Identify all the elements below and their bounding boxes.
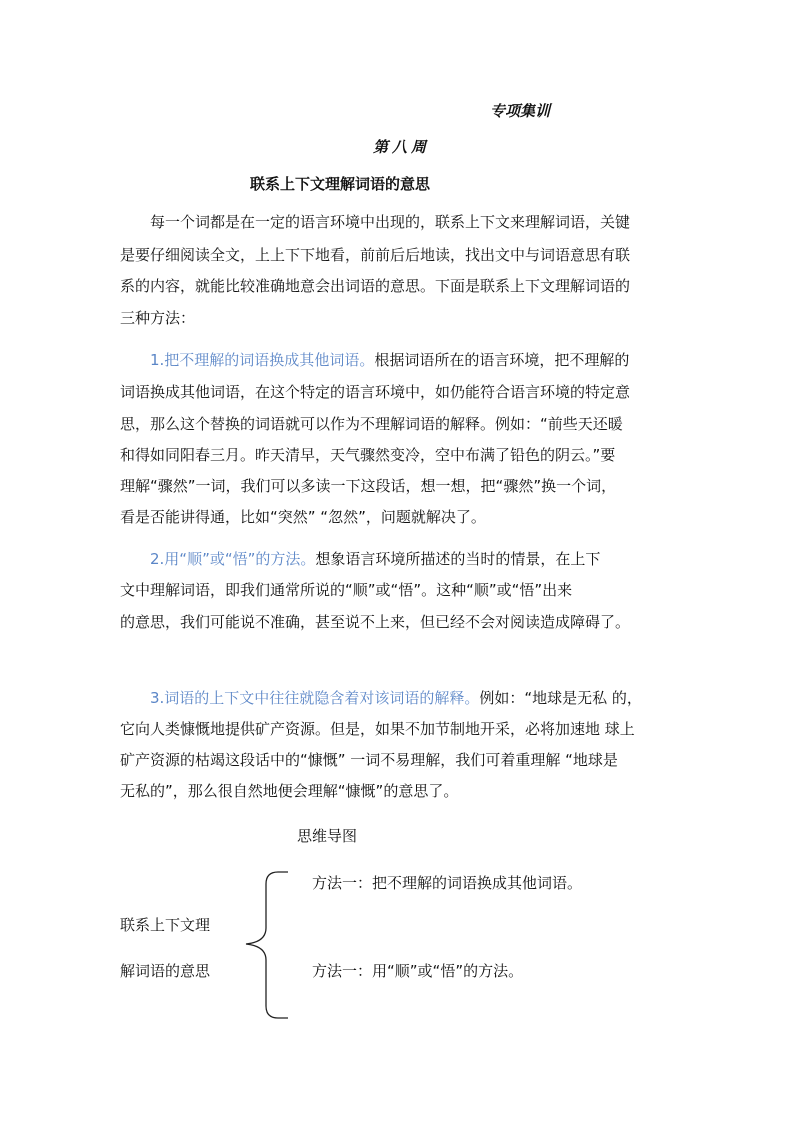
method2-first-line bbox=[150, 549, 600, 569]
method3-line-3: 矿产资源的枯竭这段话中的“慷慨” 一词不易理解，我们可着重理解 “地球是 bbox=[120, 751, 618, 769]
method2-heading: 2.用“顺”或“悟”的方法。 bbox=[150, 550, 316, 568]
method1-heading: 1.把不理解的词语换成其他词语。 bbox=[150, 351, 375, 369]
mindmap-title: 思维导图 bbox=[297, 827, 358, 845]
intro-line-3: 系的内容，就能比较准确地意会出词语的意思。下面是联系上下文理解词语的 bbox=[120, 277, 631, 295]
mindmap-root-line-1: 联系上下文理 bbox=[120, 916, 211, 934]
method3-heading: 3.词语的上下文中往往就隐含着对该词语的解释。 bbox=[150, 689, 480, 707]
mindmap-branch-2: 方法一：用“顺”或“悟”的方法。 bbox=[312, 962, 524, 980]
mindmap-branch-1: 方法一：把不理解的词语换成其他词语。 bbox=[312, 874, 583, 892]
method1-first-line bbox=[150, 350, 629, 370]
brace-icon bbox=[238, 866, 294, 1026]
method2-line-2: 文中理解词语，即我们通常所说的“顺”或“悟”。这种“顺”或“悟”出来 bbox=[120, 581, 573, 599]
method3-first-rest: 例如：“地球是无私 的， bbox=[479, 689, 642, 707]
mindmap-root-line-2: 解词语的意思 bbox=[120, 962, 211, 980]
method1-line-5: 理解“骤然”一词，我们可以多读一下这段话，想一想，把“骤然”换一个词， bbox=[120, 477, 617, 495]
week-label: 第八周 bbox=[373, 138, 431, 156]
method3-line-2: 它向人类慷慨地提供矿产资源。但是，如果不加节制地开采，必将加速地 球上 bbox=[120, 720, 635, 738]
method2-line-3: 的意思，我们可能说不准确，甚至说不上来，但已经不会对阅读造成障碍了。 bbox=[120, 613, 631, 631]
method1-line-6: 看是否能讲得通，比如“突然” “忽然”，问题就解决了。 bbox=[120, 508, 486, 526]
intro-line-2: 是要仔细阅读全文，上上下下地看，前前后后地读，找出文中与词语意思有联 bbox=[120, 246, 631, 264]
page-title: 联系上下文理解词语的意思 bbox=[250, 175, 431, 193]
method3-line-4: 无私的”，那么很自然地便会理解“慷慨”的意思了。 bbox=[120, 782, 459, 800]
method1-line-3: 思，那么这个替换的词语就可以作为不理解词语的解释。例如：“前些天还暖 bbox=[120, 415, 623, 433]
intro-line-1: 每一个词都是在一定的语言环境中出现的，联系上下文来理解词语，关键 bbox=[150, 213, 631, 231]
method1-first-rest: 根据词语所在的语言环境，把不理解的 bbox=[374, 351, 630, 369]
method1-line-2: 词语换成其他词语，在这个特定的语言环境中，如仍能符合语言环境的特定意 bbox=[120, 383, 631, 401]
method3-first-line bbox=[150, 688, 642, 708]
intro-line-4: 三种方法： bbox=[120, 309, 196, 327]
method1-line-4: 和得如同阳春三月。昨天清早，天气骤然变冷，空中布满了铅色的阴云。”要 bbox=[120, 446, 616, 464]
method2-first-rest: 想象语言环境所描述的当时的情景，在上下 bbox=[315, 550, 601, 568]
series-label: 专项集训 bbox=[490, 102, 551, 120]
